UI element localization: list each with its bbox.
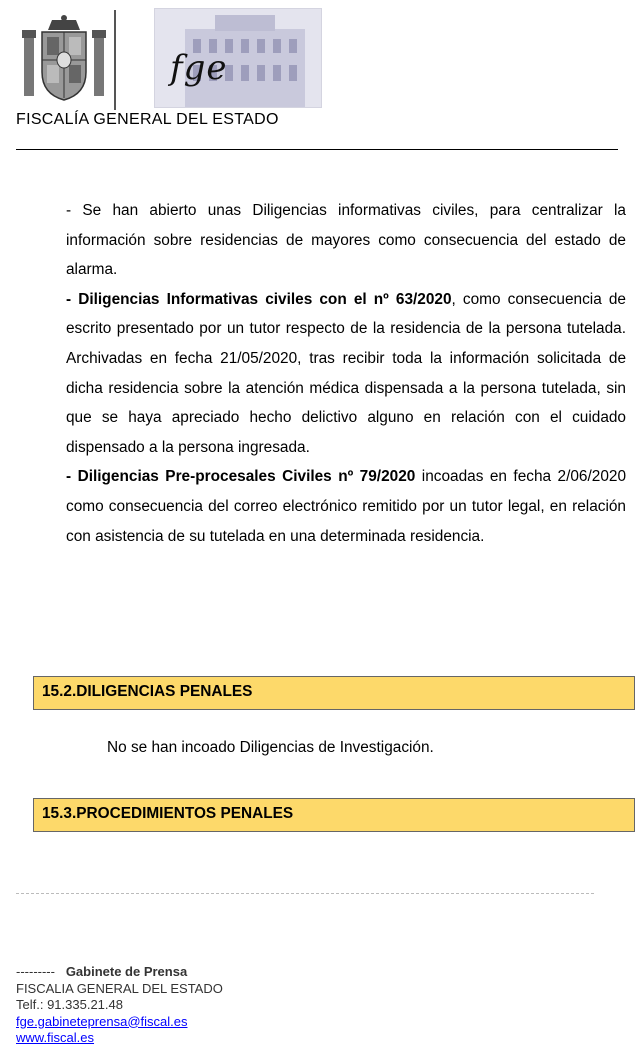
footer-email-link[interactable]: fge.gabineteprensa@fiscal.es [16,1013,188,1029]
paragraph-3 [66,462,626,551]
footer-divider [16,893,594,894]
footer-gabinete-row [16,964,223,981]
paragraph-3-text: incoadas en fecha 2/06/2020 como consecuencia del correo electrónico remitido por un tutor legal, en relación con asistencia de su tutelada en una determinada residencia. [66,468,627,545]
paragraph-1: - Se han abierto unas Diligencias informativas civiles, para centralizar la información sobre residencias de mayores como consecuencia del estado de alarma. [66,202,626,279]
section-15-2-text: No se han incoado Diligencias de Investigación. [107,739,434,756]
section-heading-15-3 [33,798,635,832]
header-logos [22,6,322,110]
section-heading-15-2 [33,676,635,710]
coat-of-arms-icon [22,14,106,102]
footer-org: FISCALIA GENERAL DEL ESTADO [16,980,223,996]
body-text [66,196,626,551]
paragraph-2-bold: - Diligencias Informativas civiles con el nº 63/2020 [66,290,452,308]
paragraph-2-text: , como consecuencia de escrito presentado por un tutor respecto de la residencia de la persona tutelada. Archivadas en fecha 21/05/2020, tras recibir toda la información solicitada de dicha residencia sobre la atención médica dispensada a la persona tutelada, sin que se haya apreciado hecho delictivo alguno en relación con el cuidado dispensado a la persona ingresada. [66,290,626,456]
fge-logo-text: fge [170,48,228,88]
footer [16,964,223,1047]
paragraph-3-bold: - Diligencias Pre-procesales Civiles nº 79/2020 [66,468,416,486]
org-title: FISCALÍA GENERAL DEL ESTADO [16,111,279,128]
header-rule [16,149,618,150]
header-divider [114,10,116,110]
footer-gabinete: Gabinete de Prensa [65,964,188,979]
footer-tel: Telf.: 91.335.21.48 [16,997,123,1012]
section-heading-15-2-label: 15.2.DILIGENCIAS PENALES [42,683,253,700]
footer-dashes: --------- [16,964,55,979]
paragraph-2 [66,285,626,463]
footer-web-link[interactable]: www.fiscal.es [16,1030,95,1045]
section-heading-15-3-label: 15.3.PROCEDIMIENTOS PENALES [42,805,294,822]
